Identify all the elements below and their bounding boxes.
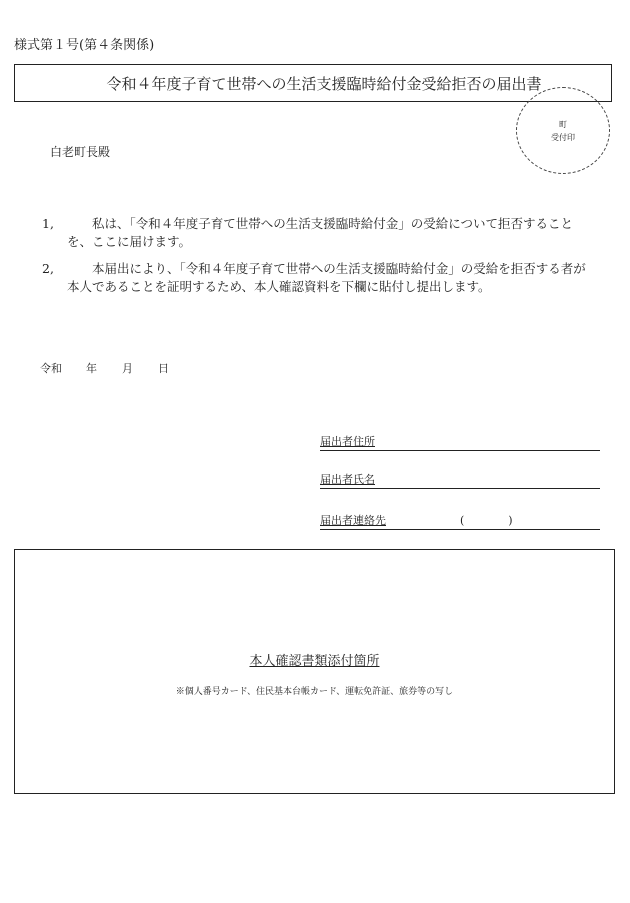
date-day: 日 bbox=[158, 362, 169, 375]
declaration-item bbox=[42, 260, 592, 296]
contact-parentheses: ( ) bbox=[460, 514, 513, 527]
reception-stamp-area bbox=[516, 87, 610, 174]
item-text: 私は、「令和４年度子育て世帯への生活支援臨時給付金」の受給について拒否することを、ここに届けます。 bbox=[67, 216, 574, 249]
date-month: 月 bbox=[122, 362, 133, 375]
date-line bbox=[40, 360, 169, 376]
stamp-receipt-label: 受付印 bbox=[551, 132, 575, 142]
form-number: 様式第１号(第４条関係) bbox=[14, 38, 155, 53]
contact-field[interactable] bbox=[320, 512, 600, 530]
attachment-title bbox=[15, 650, 614, 669]
stamp-town-label: 町 bbox=[559, 119, 567, 129]
declaration-item bbox=[42, 215, 592, 251]
page-title: 令和４年度子育て世帯への生活支援臨時給付金受給拒否の届出書 bbox=[106, 74, 542, 93]
address-label: 届出者住所 bbox=[320, 435, 375, 448]
contact-label: 届出者連絡先 bbox=[320, 514, 386, 527]
name-field[interactable] bbox=[320, 471, 600, 489]
address-field[interactable] bbox=[320, 433, 600, 451]
attachment-title-text: 本人確認書類添付箇所 bbox=[249, 654, 380, 669]
date-era: 令和 bbox=[40, 362, 62, 375]
item-number: 2, bbox=[42, 261, 54, 276]
attachment-box bbox=[14, 549, 615, 794]
addressee: 白老町長殿 bbox=[50, 145, 111, 159]
item-number: 1, bbox=[42, 216, 54, 231]
name-label: 届出者氏名 bbox=[320, 473, 375, 486]
title-box bbox=[14, 64, 612, 102]
item-text: 本届出により、「令和４年度子育て世帯への生活支援臨時給付金」の受給を拒否する者が本人であることを証明するため、本人確認資料を下欄に貼付し提出します。 bbox=[67, 261, 586, 294]
date-year: 年 bbox=[86, 362, 97, 375]
attachment-note: ※個人番号カード、住民基本台帳カード、運転免許証、旅券等の写し bbox=[175, 687, 454, 697]
